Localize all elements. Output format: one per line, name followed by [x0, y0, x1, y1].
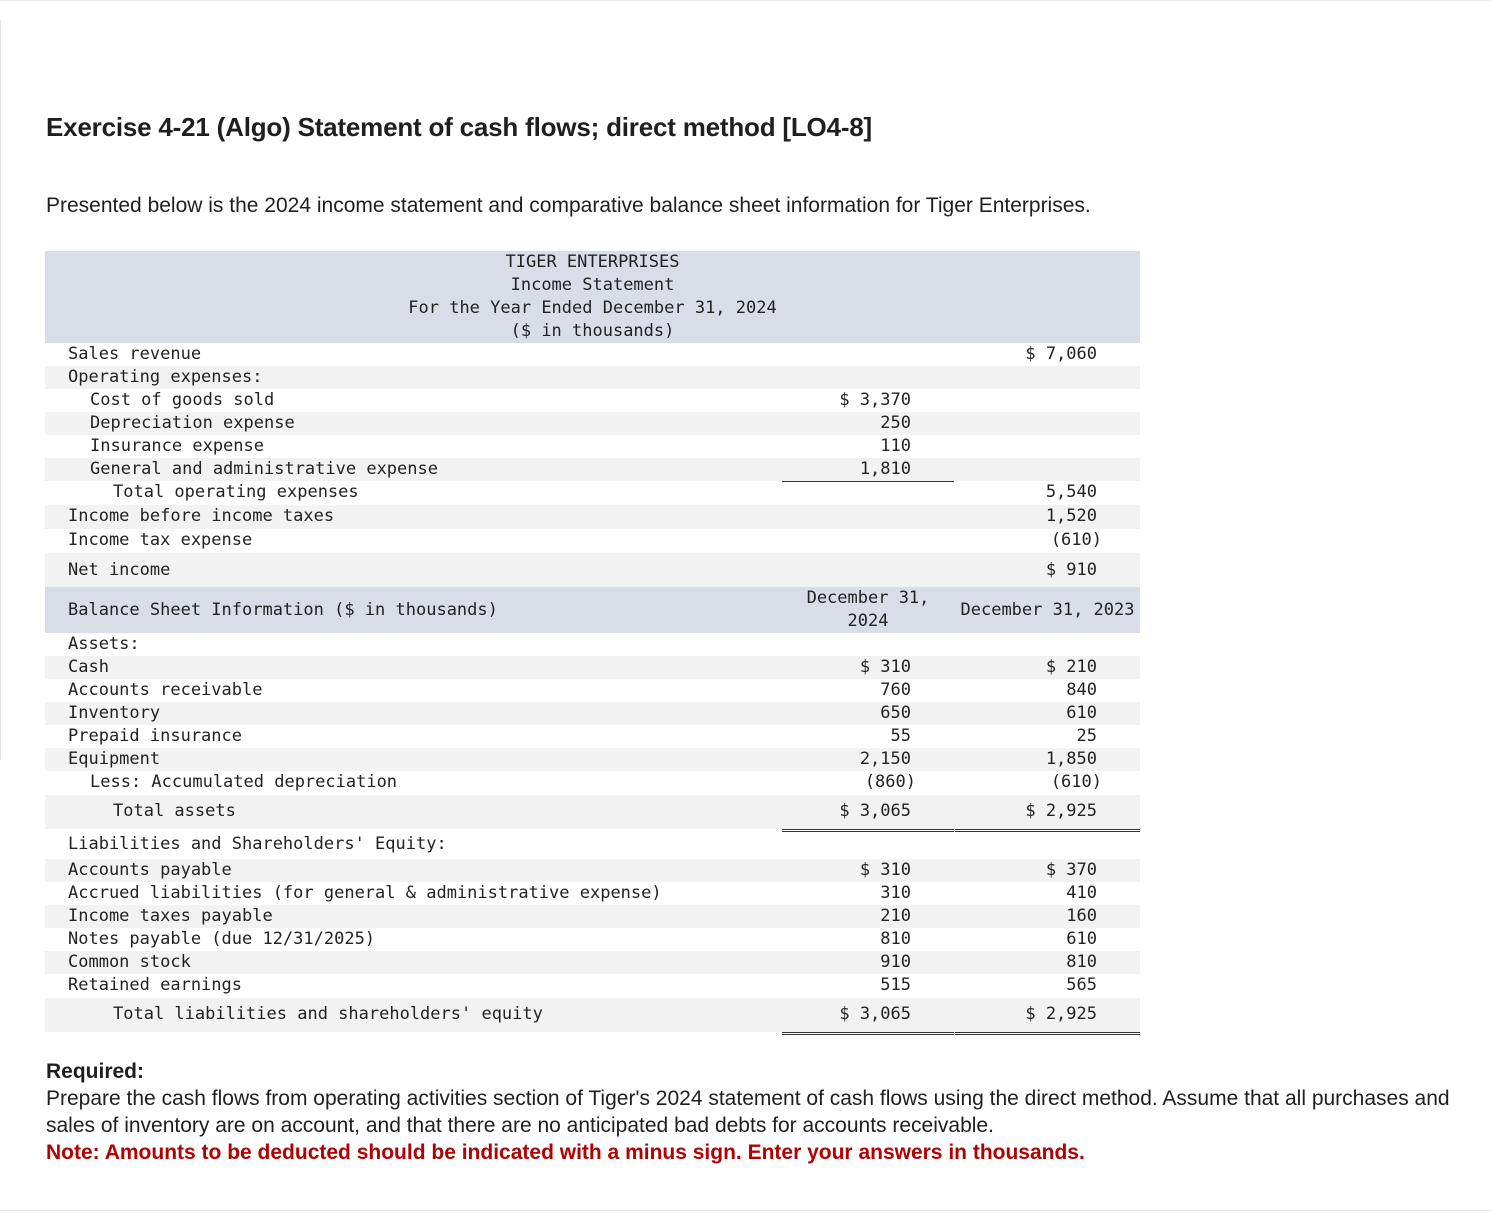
- is-row-net-income: Net income $ 910: [45, 553, 1140, 587]
- bs-row-total-assets: Total assets $ 3,065 $ 2,925: [45, 795, 1140, 829]
- is-row-total-operating: Total operating expenses 5,540: [45, 481, 1140, 505]
- is-row-depreciation: Depreciation expense 250: [45, 412, 1140, 435]
- is-row-general-admin: General and administrative expense 1,810: [45, 458, 1140, 481]
- bs-row-total-liabilities-equity: Total liabilities and shareholders' equity $ 3,065 $ 2,925: [45, 998, 1140, 1032]
- balance-sheet-heading: Balance Sheet Information ($ in thousands): [68, 600, 498, 620]
- company-name: TIGER ENTERPRISES: [505, 252, 680, 272]
- bs-row-accounts-payable: Accounts payable $ 310 $ 370: [45, 859, 1140, 882]
- statement-period: For the Year Ended December 31, 2024: [408, 298, 777, 318]
- is-row-income-tax: Income tax expense (610): [45, 529, 1140, 553]
- bs-row-notes-payable: Notes payable (due 12/31/2025) 810 610: [68, 929, 1097, 949]
- is-row-operating-expenses: Operating expenses:: [45, 366, 1140, 389]
- col-2023-header: December 31, 2023: [960, 600, 1135, 620]
- is-row-sales-revenue: Sales revenue $ 7,060: [68, 344, 1097, 364]
- statement-name: Income Statement: [510, 275, 675, 295]
- bs-row-accounts-receivable: Accounts receivable 760 840: [68, 680, 1097, 700]
- frame-left-border: [0, 20, 4, 760]
- exercise-title: Exercise 4-21 (Algo) Statement of cash flows; direct method [LO4-8]: [46, 112, 873, 142]
- bs-row-common-stock: Common stock 910 810: [45, 951, 1140, 974]
- is-row-insurance: Insurance expense 110: [90, 436, 911, 456]
- statement-units: ($ in thousands): [510, 321, 675, 341]
- is-row-income-before-taxes: Income before income taxes 1,520: [45, 505, 1140, 529]
- bs-row-cash: Cash $ 310 $ 210: [45, 656, 1140, 679]
- required-text: Prepare the cash flows from operating activities section of Tiger's 2024 statement of cash flows using the direct method. Assume that all purchases and sales of inventory are on account, and that there are no anticipated bad debts for accounts receivable.: [46, 1087, 1450, 1137]
- required-note: Note: Amounts to be deducted should be indicated with a minus sign. Enter your answers in thousands.: [46, 1141, 1085, 1164]
- intro-text: Presented below is the 2024 income statement and comparative balance sheet information for Tiger Enterprises.: [46, 194, 1091, 217]
- required-section: [46, 1058, 1456, 1166]
- frame-bottom-border: [0, 1210, 1492, 1211]
- frame-top-border: [0, 0, 1492, 4]
- bs-row-accum-depreciation: Less: Accumulated depreciation (860) (610): [45, 771, 1140, 795]
- col-2024-header: December 31, 2024: [806, 588, 930, 631]
- bs-assets-label: Assets:: [68, 634, 140, 654]
- bs-row-equipment: Equipment 2,150 1,850: [45, 748, 1140, 771]
- balance-sheet-header: [45, 587, 1140, 633]
- bs-row-retained-earnings: Retained earnings 515 565: [45, 974, 1140, 998]
- bs-row-inventory: Inventory 650 610: [45, 702, 1140, 725]
- bs-row-prepaid-insurance: Prepaid insurance 55 25: [68, 726, 1097, 746]
- bs-row-income-taxes-payable: Income taxes payable 210 160: [45, 905, 1140, 928]
- bs-row-accrued-liabilities: Accrued liabilities (for general & administrative expense) 310 410: [68, 883, 1097, 903]
- is-row-cogs: Cost of goods sold $ 3,370: [90, 390, 911, 410]
- income-statement-header: [45, 251, 1140, 343]
- required-heading: Required:: [46, 1060, 145, 1083]
- financial-statements-table: [45, 251, 1140, 1032]
- bs-liabilities-label: Liabilities and Shareholders' Equity:: [68, 834, 447, 854]
